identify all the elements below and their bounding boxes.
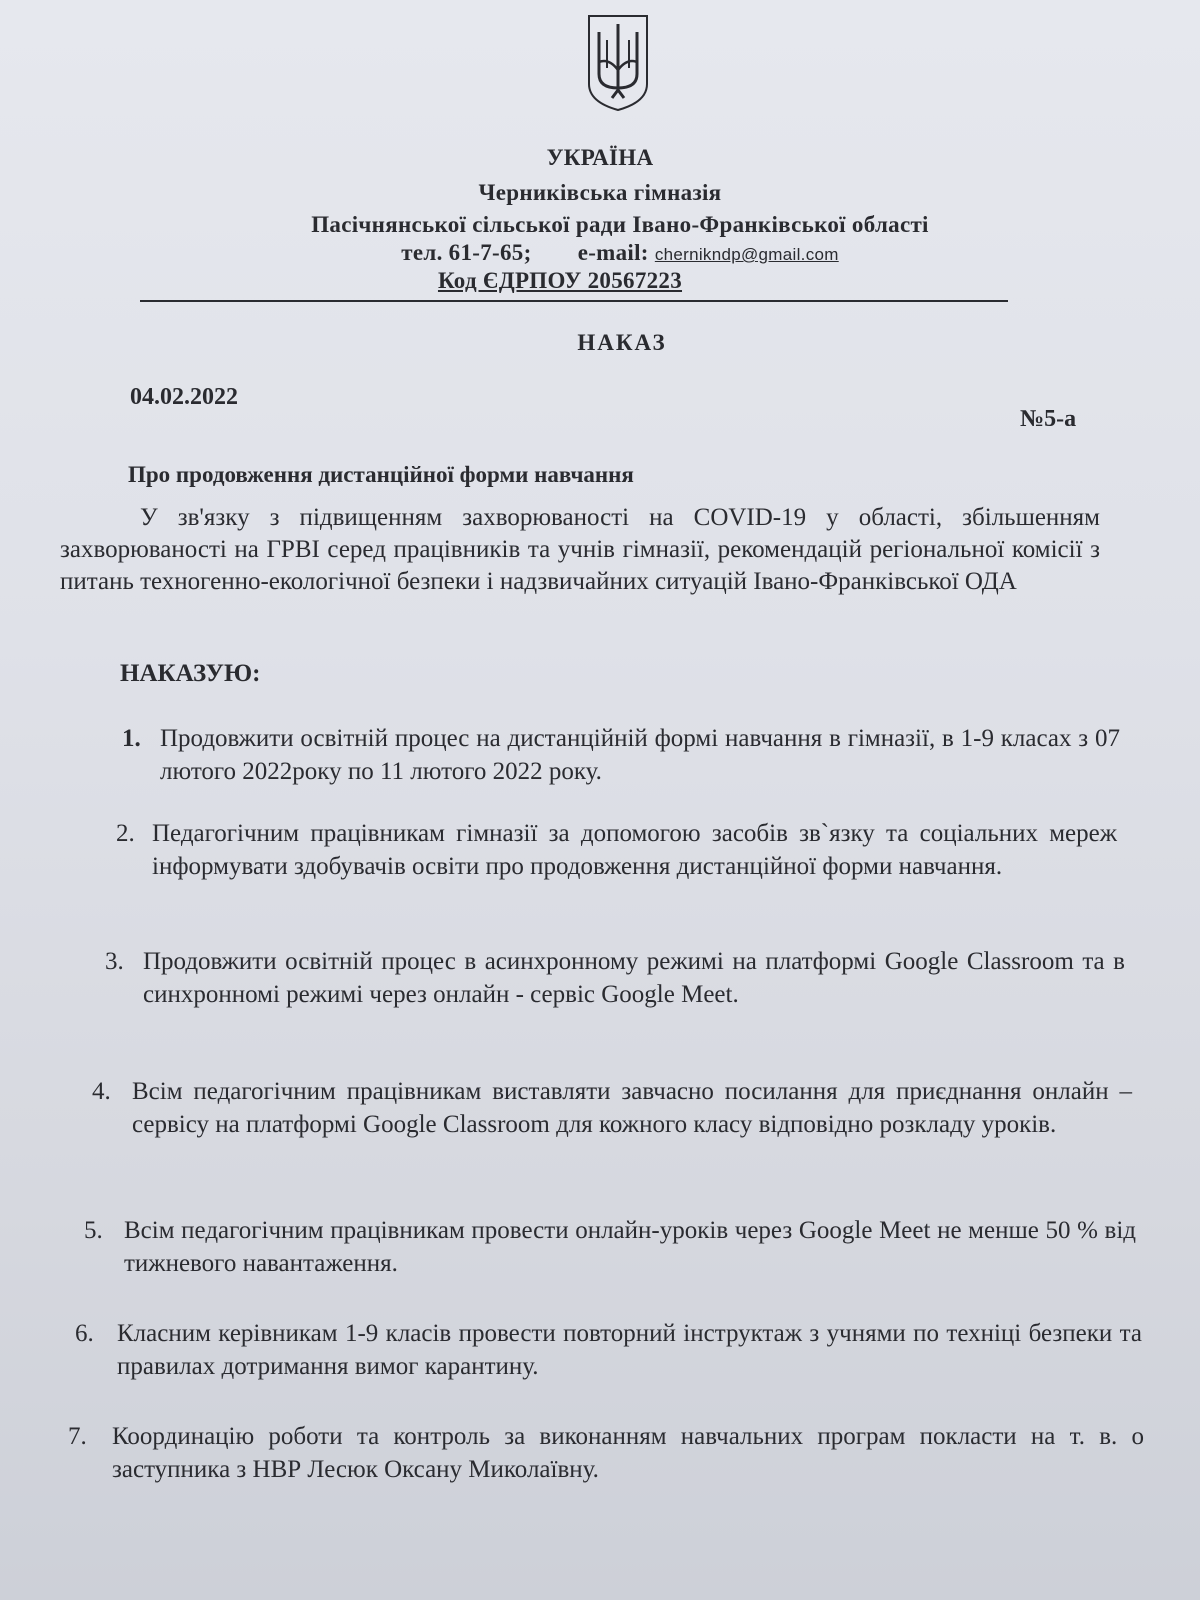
list-item-text: Всім педагогічним працівникам виставляти завчасно посилання для приєднання онлайн –сервісу на платформі Google Classroom для кожного класу відповідно розкладу уроків. [132,1078,1132,1138]
list-item [84,1214,1136,1280]
list-item [92,1075,1132,1141]
header-email-label: e-mail: [577,240,649,265]
list-item [68,1420,1144,1486]
list-item-number: 2. [116,820,135,847]
header-school: Черниківська гімназія [478,180,722,205]
list-item [122,722,1120,788]
list-item-text: Продовжити освітній процес в асинхронному режимі на платформі Google Classroom та в синхронномі режимі через онлайн - сервіс Google Meet. [143,948,1125,1008]
list-item-number: 1. [122,725,141,752]
preamble: У зв'язку з підвищенням захворюваності на COVID-19 у області, збільшенням захворюваності на ГРВІ серед працівників та учнів гімназії, рекомендацій регіональної комісії з питань техногенно-екологічної безпеки і надзвичайних ситуацій Івано-Франківської ОДА [60,504,1100,595]
list-item [105,945,1125,1011]
list-item-text: Всім педагогічним працівникам провести онлайн-уроків через Google Meet не менше 50 % від тижневого навантаження. [124,1217,1136,1277]
header-country: УКРАЇНА [546,145,654,170]
list-item-text: Продовжити освітній процес на дистанційній формі навчання в гімназії, в 1-9 класах з 07 лютого 2022року по 11 лютого 2022 року. [160,725,1120,785]
list-item-text: Педагогічним працівникам гімназії за допомогою засобів зв`язку та соціальних мереж інформувати здобувачів освіти про продовження дистанційної форми навчання. [152,820,1117,880]
document-date: 04.02.2022 [130,384,238,410]
header-council: Пасічнянської сільської ради Івано-Франківської області [311,212,929,237]
document-number: №5-а [1020,406,1077,432]
header-contacts [0,240,1200,266]
list-item-text: Координацію роботи та контроль за виконанням навчальних програм покласти на т. в. о заступника з НВР Лесюк Оксану Миколаївну. [112,1423,1144,1483]
list-item-number: 6. [75,1320,94,1347]
document-subject: Про продовження дистанційної форми навчання [128,462,634,487]
order-word: НАКАЗУЮ: [120,660,261,687]
list-item-number: 5. [84,1217,103,1244]
header-phone: тел. 61-7-65; [401,240,532,265]
list-item-text: Класним керівникам 1-9 класів провести повторний інструктаж з учнями по техніці безпеки та правилах дотримання вимог карантину. [117,1320,1142,1380]
list-item-number: 7. [68,1423,87,1450]
list-item [116,817,1117,883]
list-item-number: 4. [92,1078,111,1105]
list-item [75,1317,1142,1383]
header-divider [140,300,1008,302]
document-type: НАКАЗ [577,330,667,355]
header-email[interactable]: chernikndр@gmail.com [654,245,839,264]
header-edrpou: Код ЄДРПОУ 20567223 [437,268,683,293]
list-item-number: 3. [105,948,124,975]
trident-emblem-icon [585,12,651,112]
